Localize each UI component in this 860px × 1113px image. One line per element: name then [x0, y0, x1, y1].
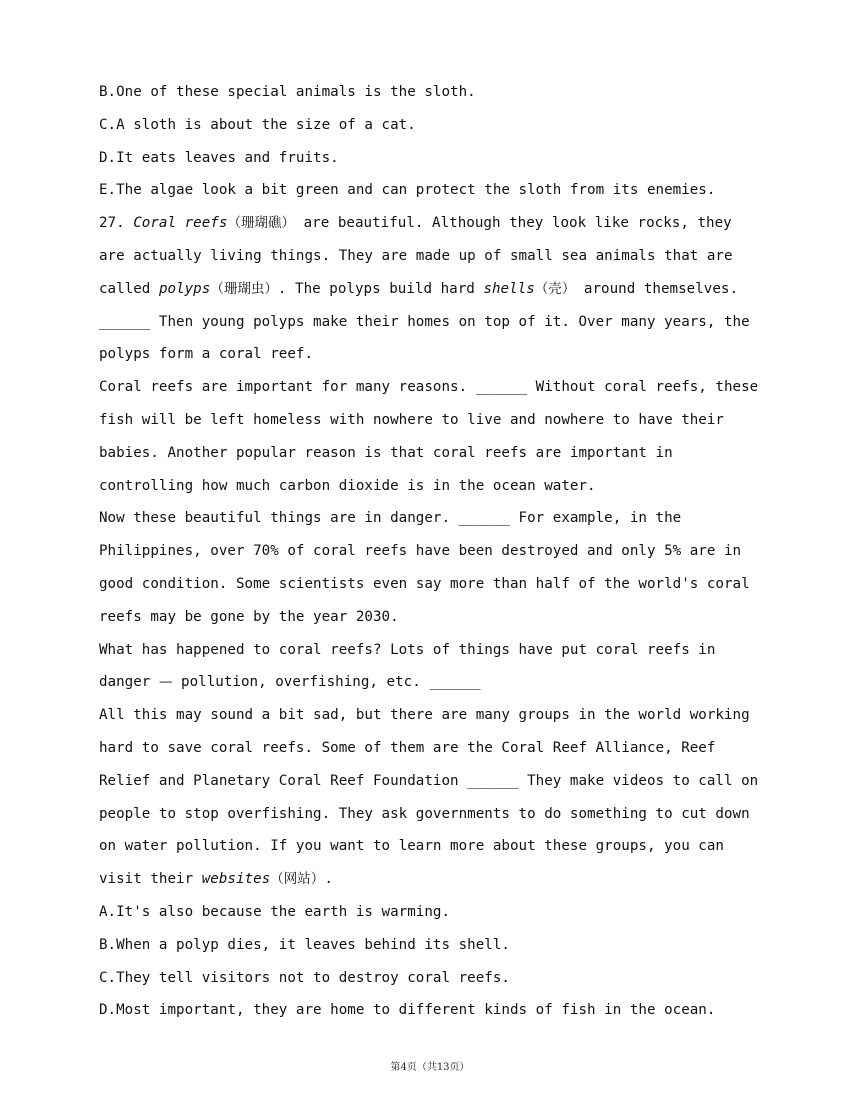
text-segment: .: [324, 871, 333, 888]
passage-line: are actually living things. They are made up of small sea animals that are: [99, 247, 733, 264]
passage-line: people to stop overfishing. They ask governments to do something to cut down: [99, 805, 750, 822]
passage-line-blank-2: Coral reefs are important for many reasons. ______ Without coral reefs, these: [99, 379, 759, 396]
passage-line: Philippines, over 70% of coral reefs have been destroyed and only 5% are in: [99, 543, 742, 560]
dash: —: [158, 674, 173, 691]
option-b-sloth: B.One of these special animals is the sloth.: [99, 84, 476, 100]
passage-line-blank-5: Relief and Planetary Coral Reef Foundation ______ They make videos to call on: [99, 772, 759, 789]
passage-line: controlling how much carbon dioxide is in the ocean water.: [99, 477, 596, 494]
passage-line-blank-4: [99, 666, 759, 699]
question-27-line-1: [99, 207, 759, 240]
passage-line-polyps: [99, 273, 759, 306]
text-segment: called: [99, 280, 159, 297]
text-segment: pollution, overfishing, etc. ______: [172, 674, 481, 691]
gloss-websites: （网站）: [270, 871, 325, 888]
passage-line: hard to save coral reefs. Some of them are the Coral Reef Alliance, Reef: [99, 739, 716, 756]
term-polyps: polyps: [158, 280, 211, 297]
option-c-sloth: C.A sloth is about the size of a cat.: [99, 116, 416, 133]
gloss-shells: （壳）: [534, 280, 576, 297]
term-websites: websites: [201, 871, 271, 888]
option-d-coral: D.Most important, they are home to different kinds of fish in the ocean.: [99, 1002, 716, 1019]
text-segment: visit their: [99, 871, 202, 888]
option-c-coral: C.They tell visitors not to destroy coral reefs.: [99, 969, 510, 986]
text-segment: . The polyps build hard: [277, 280, 484, 297]
option-b-coral: B.When a polyp dies, it leaves behind its shell.: [99, 936, 510, 953]
option-e-sloth: E.The algae look a bit green and can protect the sloth from its enemies.: [99, 182, 716, 199]
option-a-coral: A.It's also because the earth is warming.: [99, 903, 451, 920]
document-body: [99, 76, 759, 1027]
passage-line: fish will be left homeless with nowhere to live and nowhere to have their: [99, 411, 724, 428]
page-footer: 第4页（共13页）: [390, 1062, 470, 1073]
text-segment: around themselves.: [575, 280, 739, 297]
passage-line: good condition. Some scientists even say more than half of the world's coral: [99, 575, 750, 592]
passage-line: babies. Another popular reason is that coral reefs are important in: [99, 444, 673, 461]
passage-line-websites: [99, 863, 759, 896]
option-d-sloth: D.It eats leaves and fruits.: [99, 149, 339, 166]
passage-line: All this may sound a bit sad, but there are many groups in the world working: [99, 707, 750, 724]
term-shells: shells: [483, 280, 535, 297]
text-segment: danger: [99, 674, 159, 691]
term-coral-reefs: Coral reefs: [133, 215, 228, 232]
question-number: 27.: [99, 215, 134, 232]
text-segment: are beautiful. Although they look like rocks, they: [295, 215, 732, 232]
passage-line: reefs may be gone by the year 2030.: [99, 608, 399, 625]
passage-line-blank-1: ______ Then young polyps make their homes on top of it. Over many years, the: [99, 313, 750, 330]
gloss-polyps: （珊瑚虫）: [210, 280, 278, 297]
passage-line: What has happened to coral reefs? Lots of things have put coral reefs in: [99, 641, 716, 658]
gloss-coral-reefs: （珊瑚礁）: [227, 215, 296, 232]
passage-line: on water pollution. If you want to learn more about these groups, you can: [99, 838, 724, 855]
passage-line-blank-3: Now these beautiful things are in danger. ______ For example, in the: [99, 510, 682, 527]
passage-line: polyps form a coral reef.: [99, 346, 314, 363]
